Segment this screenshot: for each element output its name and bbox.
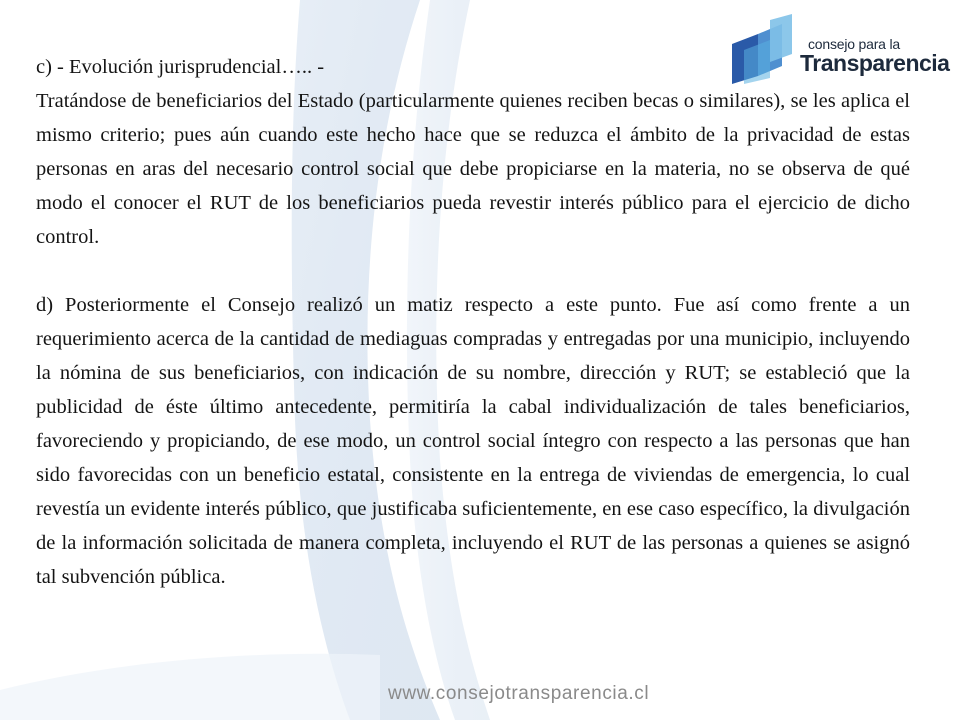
logo-mark-icon [730, 14, 810, 86]
section-c-heading: c) - Evolución jurisprudencial….. - [36, 56, 325, 78]
consejo-para-la-transparencia-logo [730, 14, 950, 86]
section-c-paragraph: Tratándose de beneficiarios del Estado (particularmente quienes reciben becas o similares), se les aplica el mismo criterio; pues aún cuando este hecho hace que se reduzca el ámbito de la privacidad de estas personas en aras del necesario control social que debe propiciarse en la materia, no se observa de qué modo el conocer el RUT de los beneficiarios pueda revestir interés público para el ejercicio de dicho control. [36, 90, 910, 248]
paragraph-spacer [36, 254, 910, 288]
logo-line1-text: consejo para la [808, 36, 900, 52]
logo-line2-text: Transparencia [800, 50, 950, 76]
document-body [36, 50, 910, 594]
section-d-paragraph: d) Posteriormente el Consejo realizó un matiz respecto a este punto. Fue así como frente a un requerimiento acerca de la cantidad de mediaguas compradas y entregadas por una municipio, incluyendo la nómina de sus beneficiarios, con indicación de su nombre, dirección y RUT; se estableció que la publicidad de éste último antecedente, permitiría la cabal individualización de tales beneficiarios, favoreciendo y propiciando, de ese modo, un control social íntegro con respecto a las personas que han sido favorecidas con un beneficio estatal, consistente en la entrega de viviendas de emergencia, lo cual revestía un evidente interés público, que justificaba suficientemente, en ese caso específico, la divulgación de la información solicitada de manera completa, incluyendo el RUT de las personas a quienes se asignó tal subvención pública. [36, 294, 910, 588]
footer-url: www.consejotransparencia.cl [388, 683, 650, 704]
